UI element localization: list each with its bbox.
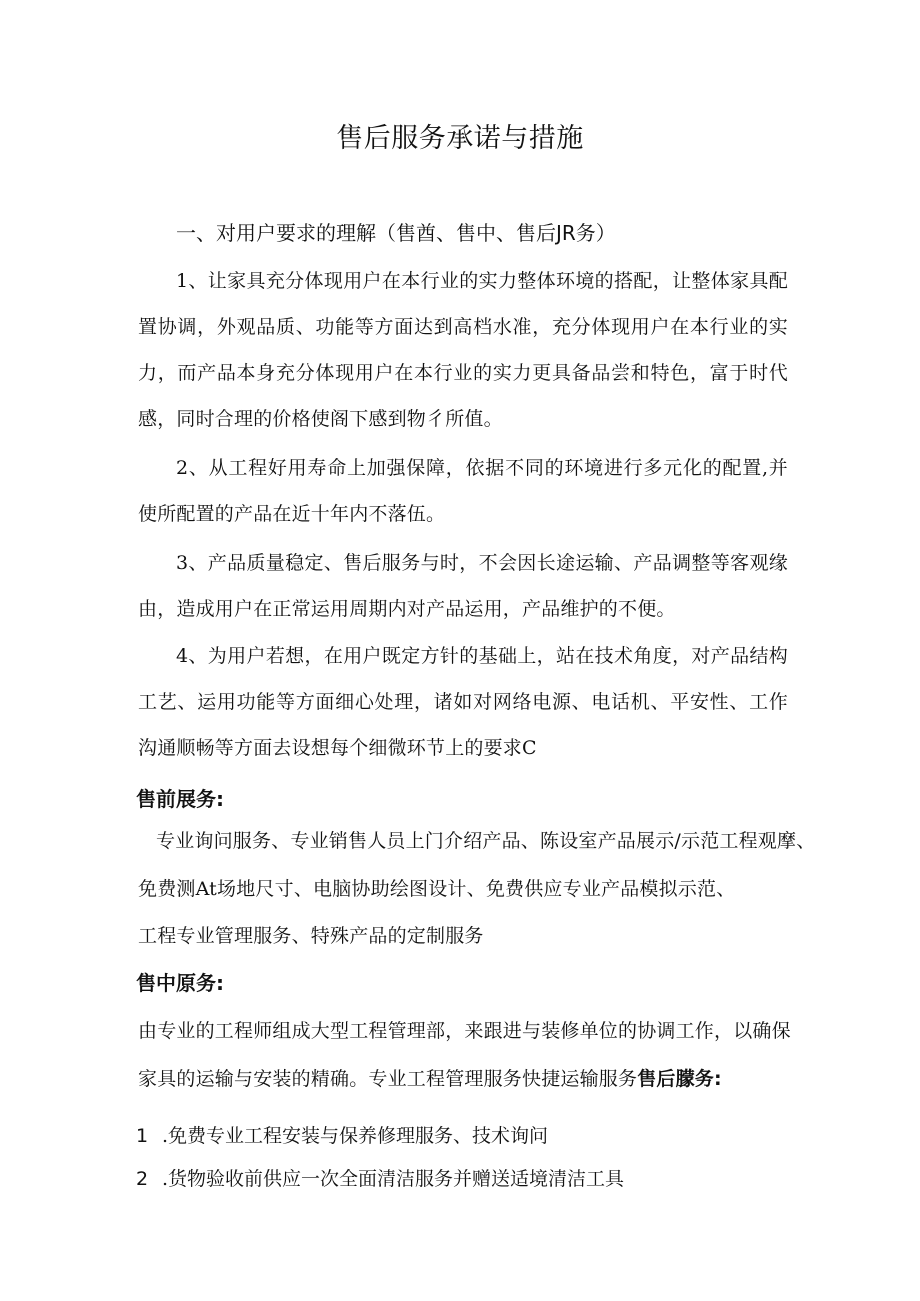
after-sale-label: 售后朦务: bbox=[637, 1068, 722, 1090]
after-sale-item-1 bbox=[136, 1121, 548, 1148]
paragraph-3: 3、产品质量稳定、售后服务与时，不会因长途运输、产品调整等客观缘由，造成用户在正常运用周期内对产品运用，产品维护的不便。 bbox=[138, 552, 788, 620]
list-number: 2 bbox=[136, 1168, 149, 1190]
mid-sale-label: 售中原务: bbox=[136, 971, 224, 995]
paragraph-1: 1、让家具充分体现用户在本行业的实力整体环境的搭配，让整体家具配置协调，外观品质、功能等方面达到高档水准，充分体现用户在本行业的实力，而产品本身充分体现用户在本行业的实力更具备品尝和特色，富于时代感，同时合理的价格使阁下感到物彳所值。 bbox=[138, 270, 788, 430]
after-sale-item-2 bbox=[136, 1164, 624, 1191]
list-item-text: .货物验收前供应一次全面清洁服务并赠送适境清洁工具 bbox=[162, 1168, 625, 1190]
mid-sale-line-2 bbox=[138, 1064, 722, 1091]
pre-sale-line-2: 免费测At场地尺寸、电脑协助绘图设计、免费供应专业产品模拟示范、 bbox=[138, 878, 736, 900]
paragraph-2: 2、从工程好用寿命上加强保障，依据不同的环境进行多元化的配置,并使所配置的产品在近十年内不落伍。 bbox=[138, 457, 788, 525]
list-item-text: .免费专业工程安装与保养修理服务、技术询问 bbox=[162, 1125, 549, 1147]
list-number: 1 bbox=[136, 1125, 149, 1147]
pre-sale-line-3: 工程专业管理服务、特殊产品的定制服务 bbox=[138, 925, 484, 947]
paragraph-4: 4、为用户若想，在用户既定方针的基础上，站在技术角度，对产品结构工艺、运用功能等方面细心处理，诸如对网络电源、电话机、平安性、工作沟通顺畅等方面去设想每个细微环节上的要求C bbox=[138, 645, 788, 759]
page-title: 售后服务承诺与措施 bbox=[336, 123, 584, 154]
section-heading: 一、对用户要求的理解（售酋、售中、售后JR务） bbox=[176, 221, 616, 245]
mid-sale-line-2-text: 家具的运输与安装的精确。专业工程管理服务快捷运输服务 bbox=[138, 1068, 638, 1090]
mid-sale-line-1: 由专业的工程师组成大型工程管理部，来跟进与装修单位的协调工作，以确保 bbox=[138, 1020, 791, 1042]
pre-sale-line-1: 专业询问服务、专业销售人员上门介绍产品、陈设室产品展示/示范工程观摩、 bbox=[156, 830, 816, 852]
pre-sale-label: 售前展务: bbox=[136, 787, 224, 811]
